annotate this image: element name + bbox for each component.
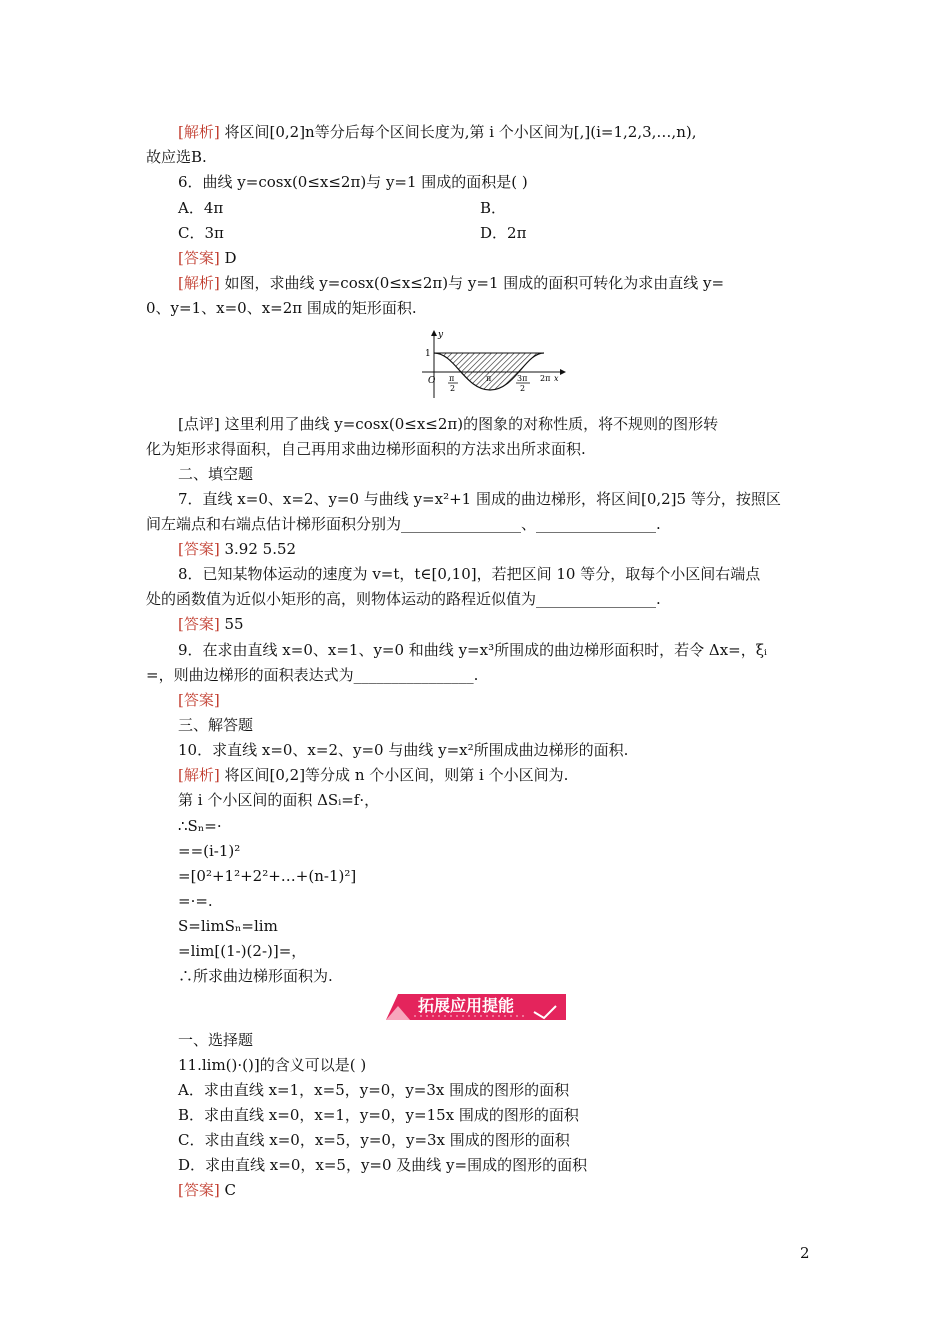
text-line: 0、y=1、x=0、x=2π 围成的矩形面积. — [146, 299, 417, 317]
option-b: B．求由直线 x=0，x=1，y=0，y=15x 围成的图形的面积 — [178, 1106, 579, 1124]
analysis-text: 将区间[0,2]等分成 n 个小区间，则第 i 个小区间为. — [219, 766, 569, 784]
question-7: 7．直线 x=0、x=2、y=0 与曲线 y=x²+1 围成的曲边梯形，将区间[0,2]5 等分，按照区 — [178, 490, 781, 508]
pi-half-den: 2 — [450, 384, 456, 393]
answer-tag: [答案] — [178, 540, 220, 558]
answer-8 — [178, 612, 244, 636]
solution-line: ==(i-1)² — [178, 842, 241, 860]
analysis-line-1 — [178, 120, 696, 144]
text-line: 处的函数值为近似小矩形的高，则物体运动的路程近似值为________________. — [146, 590, 661, 608]
section-heading: 二、填空题 — [178, 465, 254, 483]
analysis-tag: [解析] — [178, 766, 220, 784]
solution-line: =lim[(1-)(2-)]=， — [178, 942, 307, 960]
solution-line: S=limSₙ=lim — [178, 917, 278, 935]
question-11: 11.lim()·()]的含义可以是( ) — [178, 1056, 367, 1074]
comment-tag: [点评] — [178, 415, 220, 433]
text-line: =，则曲边梯形的面积表达式为________________. — [146, 666, 479, 684]
answer-tag: [答案] — [178, 249, 220, 267]
analysis-text: 如图，求曲线 y=cosx(0≤x≤2π)与 y=1 围成的面积可转化为求由直线 y= — [219, 274, 725, 292]
analysis-tag: [解析] — [178, 123, 220, 141]
analysis-tag: [解析] — [178, 274, 220, 292]
x-label: x — [554, 374, 559, 383]
option-c: C．求由直线 x=0，x=5，y=0，y=3x 围成的图形的面积 — [178, 1131, 570, 1149]
question-8: 8．已知某物体运动的速度为 v=t，t∈[0,10]，若把区间 10 等分，取每个小区间右端点 — [178, 565, 761, 583]
option-c: C．3π — [178, 224, 224, 242]
option-a: A．4π — [178, 199, 224, 217]
answer-6 — [178, 246, 237, 270]
analysis-text: 将区间[0,2]n等分后每个区间长度为,第 i 个小区间为[,](i=1,2,3,…,n), — [219, 123, 697, 141]
answer-text: 3.92 5.52 — [219, 540, 297, 558]
pi-label: π — [486, 374, 492, 383]
three-pi-half-num: 3π — [517, 374, 528, 383]
question-6: 6．曲线 y=cosx(0≤x≤2π)与 y=1 围成的面积是( ) — [178, 173, 528, 191]
answer-7 — [178, 537, 296, 561]
y-label: y — [438, 330, 444, 340]
answer-tag: [答案] — [178, 691, 220, 709]
banner-title: 拓展应用提能 — [418, 996, 515, 1015]
y-axis-arrow — [431, 330, 437, 336]
analysis-6 — [178, 271, 724, 295]
answer-text: C — [219, 1181, 236, 1199]
text-line: 化为矩形求得面积，自己再用求曲边梯形面积的方法求出所求面积. — [146, 440, 586, 458]
section-banner — [384, 990, 566, 1024]
question-10: 10．求直线 x=0、x=2、y=0 与曲线 y=x²所围成曲边梯形的面积. — [178, 741, 629, 759]
origin-label: O — [428, 376, 436, 386]
comment-text: 这里利用了曲线 y=cosx(0≤x≤2π)的图象的对称性质，将不规则的图形转 — [219, 415, 719, 433]
one-label: 1 — [425, 349, 431, 359]
section-heading: 一、选择题 — [178, 1031, 254, 1049]
pi-half-num: π — [449, 374, 455, 383]
section-heading: 三、解答题 — [178, 716, 254, 734]
analysis-10 — [178, 763, 568, 787]
answer-11 — [178, 1178, 236, 1202]
three-pi-half-den: 2 — [520, 384, 526, 393]
comment — [178, 412, 718, 436]
answer-tag: [答案] — [178, 1181, 220, 1199]
answer-text: 55 — [219, 615, 244, 633]
answer-tag: [答案] — [178, 615, 220, 633]
answer-9 — [178, 688, 220, 712]
option-b: B． — [480, 199, 507, 217]
solution-line: ∴Sₙ=· — [178, 817, 222, 835]
cosine-area-figure — [420, 328, 566, 400]
solution-line: 第 i 个小区间的面积 ΔSᵢ=f·， — [178, 791, 380, 809]
option-d: D．2π — [480, 224, 527, 242]
text-line: 故应选B. — [146, 148, 207, 166]
option-d: D．求由直线 x=0，x=5，y=0 及曲线 y=围成的图形的面积 — [178, 1156, 588, 1174]
solution-line: =·=. — [178, 892, 213, 910]
question-9: 9．在求由直线 x=0、x=1、y=0 和曲线 y=x³所围成的曲边梯形面积时，若令 Δx=，ξᵢ — [178, 641, 768, 659]
x-axis-arrow — [560, 369, 566, 375]
solution-line: ∴所求曲边梯形面积为. — [178, 967, 333, 985]
option-a: A．求由直线 x=1，x=5，y=0，y=3x 围成的图形的面积 — [178, 1081, 570, 1099]
page-number: 2 — [800, 1244, 810, 1262]
text-line: 间左端点和右端点估计梯形面积分别为________________、________________. — [146, 515, 661, 533]
two-pi-label: 2π — [540, 374, 551, 383]
solution-line: =[0²+1²+2²+…+(n-1)²] — [178, 867, 357, 885]
answer-text: D — [219, 249, 237, 267]
